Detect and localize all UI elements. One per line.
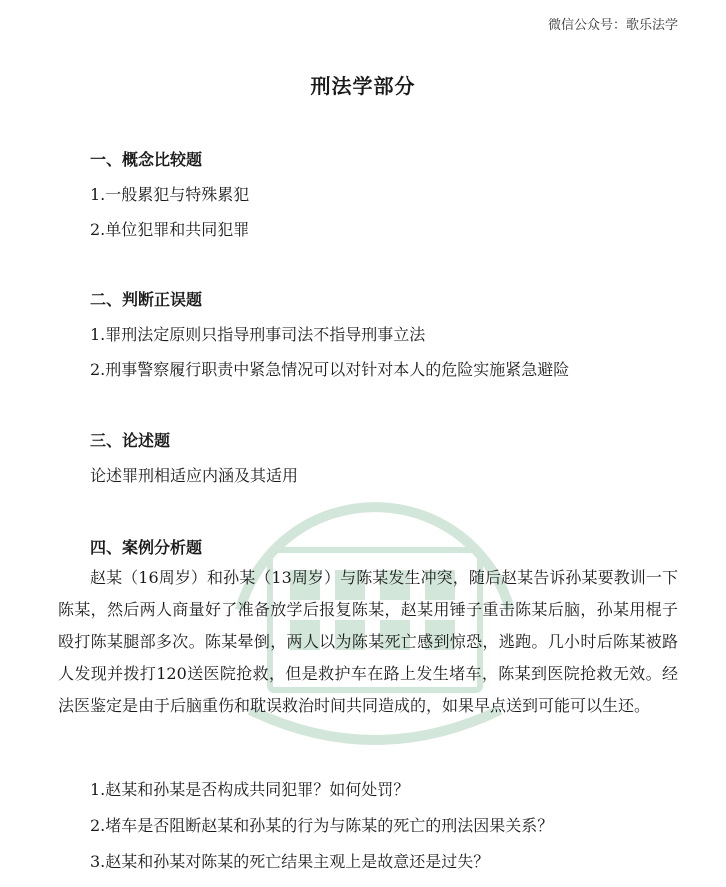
section-1-item-1: 1.一般累犯与特殊累犯 bbox=[90, 185, 250, 204]
case-question-3: 3.赵某和孙某对陈某的死亡结果主观上是故意还是过失？ bbox=[90, 852, 490, 871]
section-heading-3: 三、论述题 bbox=[90, 431, 171, 450]
section-2-item-2: 2.刑事警察履行职责中紧急情况可以对针对本人的危险实施紧急避险 bbox=[90, 360, 570, 379]
section-2-item-1: 1.罪刑法定原则只指导刑事司法不指导刑事立法 bbox=[90, 325, 426, 344]
wechat-account-label: 微信公众号：歌乐法学 bbox=[547, 18, 678, 33]
section-heading-2: 二、判断正误题 bbox=[90, 290, 203, 309]
section-1-item-2: 2.单位犯罪和共同犯罪 bbox=[90, 220, 250, 239]
case-question-1: 1.赵某和孙某是否构成共同犯罪？如何处罚？ bbox=[90, 780, 410, 799]
case-paragraph: 赵某（16周岁）和孙某（13周岁）与陈某发生冲突，随后赵某告诉孙某要教训一下陈某，然后两人商量好了准备放学后报复陈某，赵某用锤子重击陈某后脑，孙某用棍子殴打陈某腿部多次。陈某晕倒，两人以为陈某死亡感到惊恐，逃跑。几小时后陈某被路人发现并拨打120送医院抢救，但是救护车在路上发生堵车，陈某到医院抢救无效。经法医鉴定是由于后脑重伤和耽误救治时间共同造成的，如果早点送到可能可以生还。 bbox=[58, 568, 678, 715]
section-heading-4: 四、案例分析题 bbox=[90, 538, 203, 557]
section-heading-1: 一、概念比较题 bbox=[90, 150, 203, 169]
case-question-2: 2.堵车是否阻断赵某和孙某的行为与陈某的死亡的刑法因果关系？ bbox=[90, 816, 554, 835]
section-3-item-1: 论述罪刑相适应内涵及其适用 bbox=[90, 466, 299, 485]
page-title: 刑法学部分 bbox=[310, 74, 416, 98]
